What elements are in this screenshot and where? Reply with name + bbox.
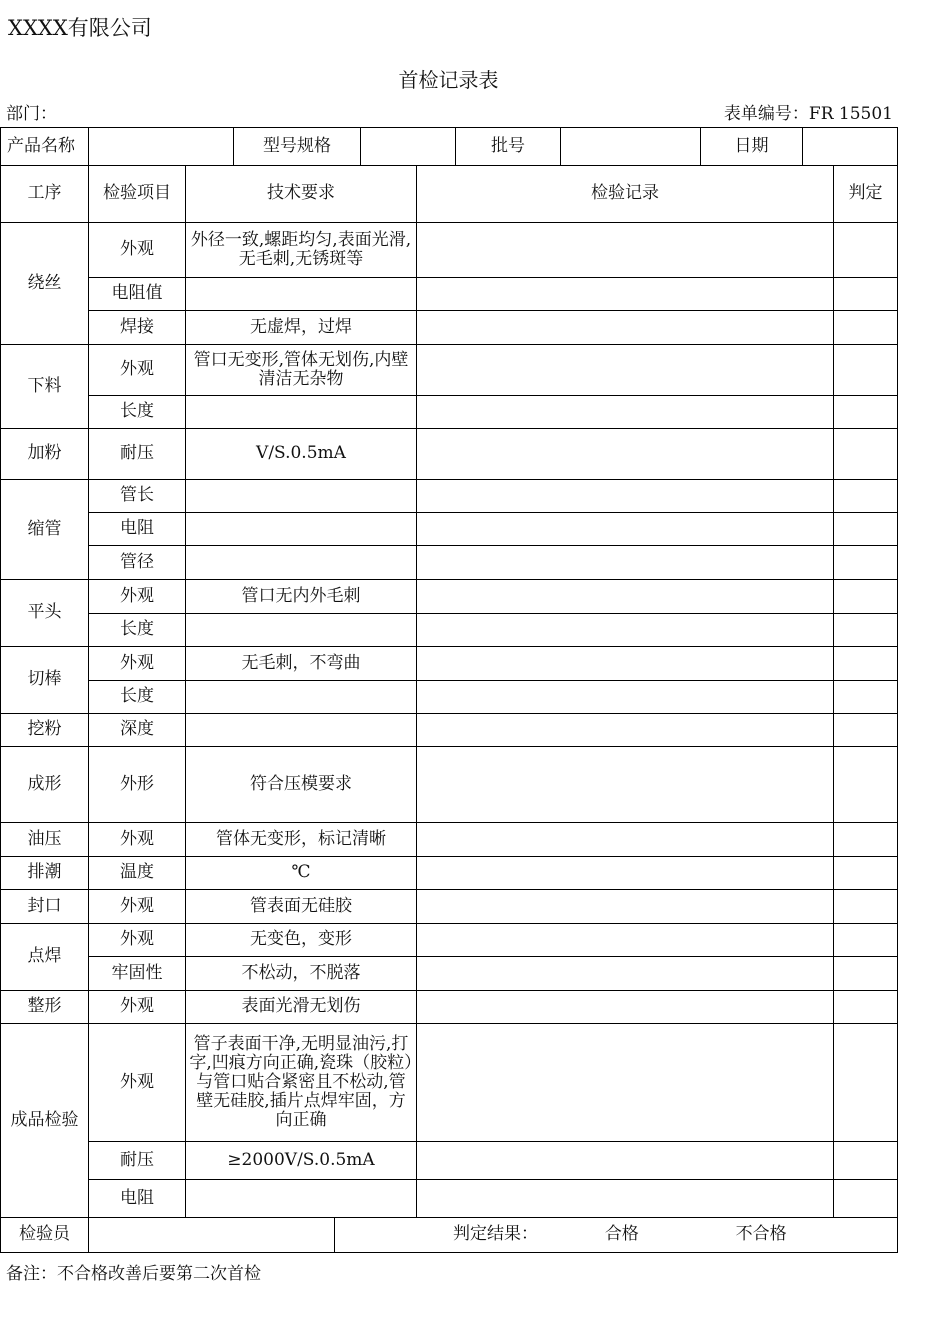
process-cell: 挖粉 xyxy=(1,714,89,747)
requirement-cell: V/S.0.5mA xyxy=(186,429,417,480)
date-field[interactable] xyxy=(803,128,898,166)
table-row xyxy=(1,647,898,681)
fail-option[interactable]: 不合格 xyxy=(735,1224,787,1245)
judgement-cell[interactable] xyxy=(834,747,898,823)
judgement-cell[interactable] xyxy=(834,580,898,614)
judgement-cell[interactable] xyxy=(834,681,898,714)
record-cell[interactable] xyxy=(417,278,834,311)
item-cell: 外观 xyxy=(89,823,186,857)
model-spec-field[interactable] xyxy=(361,128,456,166)
table-row xyxy=(1,513,898,546)
item-cell: 长度 xyxy=(89,681,186,714)
process-cell: 油压 xyxy=(1,823,89,857)
requirement-cell xyxy=(186,513,417,546)
item-cell: 管长 xyxy=(89,480,186,513)
process-cell: 点焊 xyxy=(1,924,89,991)
inspection-table xyxy=(0,165,898,1218)
company-name: XXXX有限公司 xyxy=(8,16,152,40)
judgement-cell[interactable] xyxy=(834,345,898,396)
requirement-cell: 管口无内外毛刺 xyxy=(186,580,417,614)
judgement-cell[interactable] xyxy=(834,396,898,429)
requirement-cell xyxy=(186,396,417,429)
header-table xyxy=(0,127,898,166)
item-cell: 外观 xyxy=(89,580,186,614)
record-cell[interactable] xyxy=(417,546,834,580)
requirement-cell: 管表面无硅胶 xyxy=(186,890,417,924)
process-cell: 成品检验 xyxy=(1,1024,89,1218)
column-header-row xyxy=(1,166,898,223)
table-row xyxy=(1,890,898,924)
process-cell: 切棒 xyxy=(1,647,89,714)
table-row xyxy=(1,857,898,890)
table-row xyxy=(1,681,898,714)
judgement-cell[interactable] xyxy=(834,1024,898,1142)
record-cell[interactable] xyxy=(417,1024,834,1142)
requirement-cell: 管子表面干净,无明显油污,打字,凹痕方向正确,瓷珠（胶粒）与管口贴合紧密且不松动,管壁无硅胶,插片点焊牢固，方向正确 xyxy=(186,1024,417,1142)
record-cell[interactable] xyxy=(417,991,834,1024)
item-cell: 牢固性 xyxy=(89,957,186,991)
record-cell[interactable] xyxy=(417,681,834,714)
judgement-cell[interactable] xyxy=(834,278,898,311)
judgement-cell[interactable] xyxy=(834,480,898,513)
table-row xyxy=(1,823,898,857)
table-row xyxy=(1,1142,898,1180)
table-row xyxy=(1,311,898,345)
judgement-cell[interactable] xyxy=(834,957,898,991)
process-cell: 缩管 xyxy=(1,480,89,580)
requirement-cell: 符合压模要求 xyxy=(186,747,417,823)
process-cell: 加粉 xyxy=(1,429,89,480)
page-title: 首检记录表 xyxy=(398,68,499,92)
requirement-cell: 管口无变形,管体无划伤,内壁清洁无杂物 xyxy=(186,345,417,396)
col-requirement: 技术要求 xyxy=(186,166,417,223)
item-cell: 外观 xyxy=(89,890,186,924)
record-cell[interactable] xyxy=(417,513,834,546)
requirement-cell xyxy=(186,546,417,580)
record-cell[interactable] xyxy=(417,823,834,857)
inspector-label: 检验员 xyxy=(1,1218,89,1253)
process-cell: 封口 xyxy=(1,890,89,924)
item-cell: 长度 xyxy=(89,614,186,647)
table-row xyxy=(1,991,898,1024)
table-row xyxy=(1,546,898,580)
judgement-cell[interactable] xyxy=(834,614,898,647)
col-judgement: 判定 xyxy=(834,166,898,223)
judgement-cell[interactable] xyxy=(834,890,898,924)
batch-no-field[interactable] xyxy=(561,128,701,166)
judgement-cell[interactable] xyxy=(834,546,898,580)
requirement-cell xyxy=(186,278,417,311)
judgement-cell[interactable] xyxy=(834,513,898,546)
requirement-cell: 表面光滑无划伤 xyxy=(186,991,417,1024)
judgement-cell[interactable] xyxy=(834,1142,898,1180)
process-cell: 平头 xyxy=(1,580,89,647)
department-label: 部门： xyxy=(6,104,57,124)
judgement-cell[interactable] xyxy=(834,647,898,681)
requirement-cell xyxy=(186,614,417,647)
item-cell: 外观 xyxy=(89,223,186,278)
record-cell[interactable] xyxy=(417,714,834,747)
judgement-cell[interactable] xyxy=(834,1180,898,1218)
record-cell[interactable] xyxy=(417,1142,834,1180)
record-cell[interactable] xyxy=(417,429,834,480)
item-cell: 电阻 xyxy=(89,1180,186,1218)
process-cell: 下料 xyxy=(1,345,89,429)
requirement-cell: 管体无变形，标记清晰 xyxy=(186,823,417,857)
record-cell[interactable] xyxy=(417,924,834,957)
process-cell: 绕丝 xyxy=(1,223,89,345)
item-cell: 耐压 xyxy=(89,1142,186,1180)
inspector-field[interactable] xyxy=(89,1218,335,1253)
item-cell: 外观 xyxy=(89,345,186,396)
table-row xyxy=(1,957,898,991)
result-cell xyxy=(335,1218,898,1253)
table-row xyxy=(1,1180,898,1218)
requirement-cell: 无变色，变形 xyxy=(186,924,417,957)
table-row xyxy=(1,924,898,957)
date-label: 日期 xyxy=(701,128,803,166)
table-row xyxy=(1,480,898,513)
item-cell: 耐压 xyxy=(89,429,186,480)
record-cell[interactable] xyxy=(417,1180,834,1218)
record-cell[interactable] xyxy=(417,223,834,278)
judgement-cell[interactable] xyxy=(834,991,898,1024)
item-cell: 深度 xyxy=(89,714,186,747)
item-cell: 外观 xyxy=(89,924,186,957)
table-row xyxy=(1,614,898,647)
model-spec-label: 型号规格 xyxy=(234,128,361,166)
requirement-cell: 无毛刺，不弯曲 xyxy=(186,647,417,681)
process-cell: 排潮 xyxy=(1,857,89,890)
table-row xyxy=(1,223,898,278)
record-cell[interactable] xyxy=(417,480,834,513)
form-number: 表单编号：FR 15501 xyxy=(723,104,893,124)
record-cell[interactable] xyxy=(417,857,834,890)
table-row xyxy=(1,396,898,429)
batch-no-label: 批号 xyxy=(456,128,561,166)
requirement-cell xyxy=(186,714,417,747)
remark-note: 备注：不合格改善后要第二次首检 xyxy=(6,1264,261,1284)
item-cell: 电阻 xyxy=(89,513,186,546)
pass-option[interactable]: 合格 xyxy=(604,1224,639,1245)
record-cell[interactable] xyxy=(417,396,834,429)
table-row xyxy=(1,580,898,614)
record-cell[interactable] xyxy=(417,614,834,647)
item-cell: 外形 xyxy=(89,747,186,823)
requirement-cell: ≥2000V/S.0.5mA xyxy=(186,1142,417,1180)
requirement-cell: 外径一致,螺距均匀,表面光滑,无毛刺,无锈斑等 xyxy=(186,223,417,278)
item-cell: 管径 xyxy=(89,546,186,580)
judgement-cell[interactable] xyxy=(834,924,898,957)
col-record: 检验记录 xyxy=(417,166,834,223)
judgement-cell[interactable] xyxy=(834,823,898,857)
product-name-label: 产品名称 xyxy=(1,128,89,166)
table-row xyxy=(1,429,898,480)
table-row xyxy=(1,747,898,823)
item-cell: 外观 xyxy=(89,991,186,1024)
judgement-cell[interactable] xyxy=(834,223,898,278)
requirement-cell xyxy=(186,480,417,513)
requirement-cell xyxy=(186,681,417,714)
requirement-cell xyxy=(186,1180,417,1218)
judgement-cell[interactable] xyxy=(834,857,898,890)
judgement-cell[interactable] xyxy=(834,311,898,345)
item-cell: 焊接 xyxy=(89,311,186,345)
item-cell: 外观 xyxy=(89,647,186,681)
process-cell: 成形 xyxy=(1,747,89,823)
col-item: 检验项目 xyxy=(89,166,186,223)
record-cell[interactable] xyxy=(417,647,834,681)
judgement-cell[interactable] xyxy=(834,429,898,480)
table-row xyxy=(1,345,898,396)
table-row xyxy=(1,714,898,747)
record-cell[interactable] xyxy=(417,957,834,991)
item-cell: 温度 xyxy=(89,857,186,890)
process-cell: 整形 xyxy=(1,991,89,1024)
judgement-cell[interactable] xyxy=(834,714,898,747)
requirement-cell: 不松动，不脱落 xyxy=(186,957,417,991)
footer-table xyxy=(0,1217,898,1253)
table-row xyxy=(1,278,898,311)
table-row xyxy=(1,1024,898,1142)
item-cell: 长度 xyxy=(89,396,186,429)
item-cell: 外观 xyxy=(89,1024,186,1142)
record-cell[interactable] xyxy=(417,311,834,345)
requirement-cell: 无虚焊，过焊 xyxy=(186,311,417,345)
col-process: 工序 xyxy=(1,166,89,223)
record-cell[interactable] xyxy=(417,580,834,614)
record-cell[interactable] xyxy=(417,890,834,924)
product-name-field[interactable] xyxy=(89,128,234,166)
record-cell[interactable] xyxy=(417,747,834,823)
record-cell[interactable] xyxy=(417,345,834,396)
requirement-cell: ℃ xyxy=(186,857,417,890)
result-label: 判定结果： xyxy=(453,1224,538,1245)
item-cell: 电阻值 xyxy=(89,278,186,311)
